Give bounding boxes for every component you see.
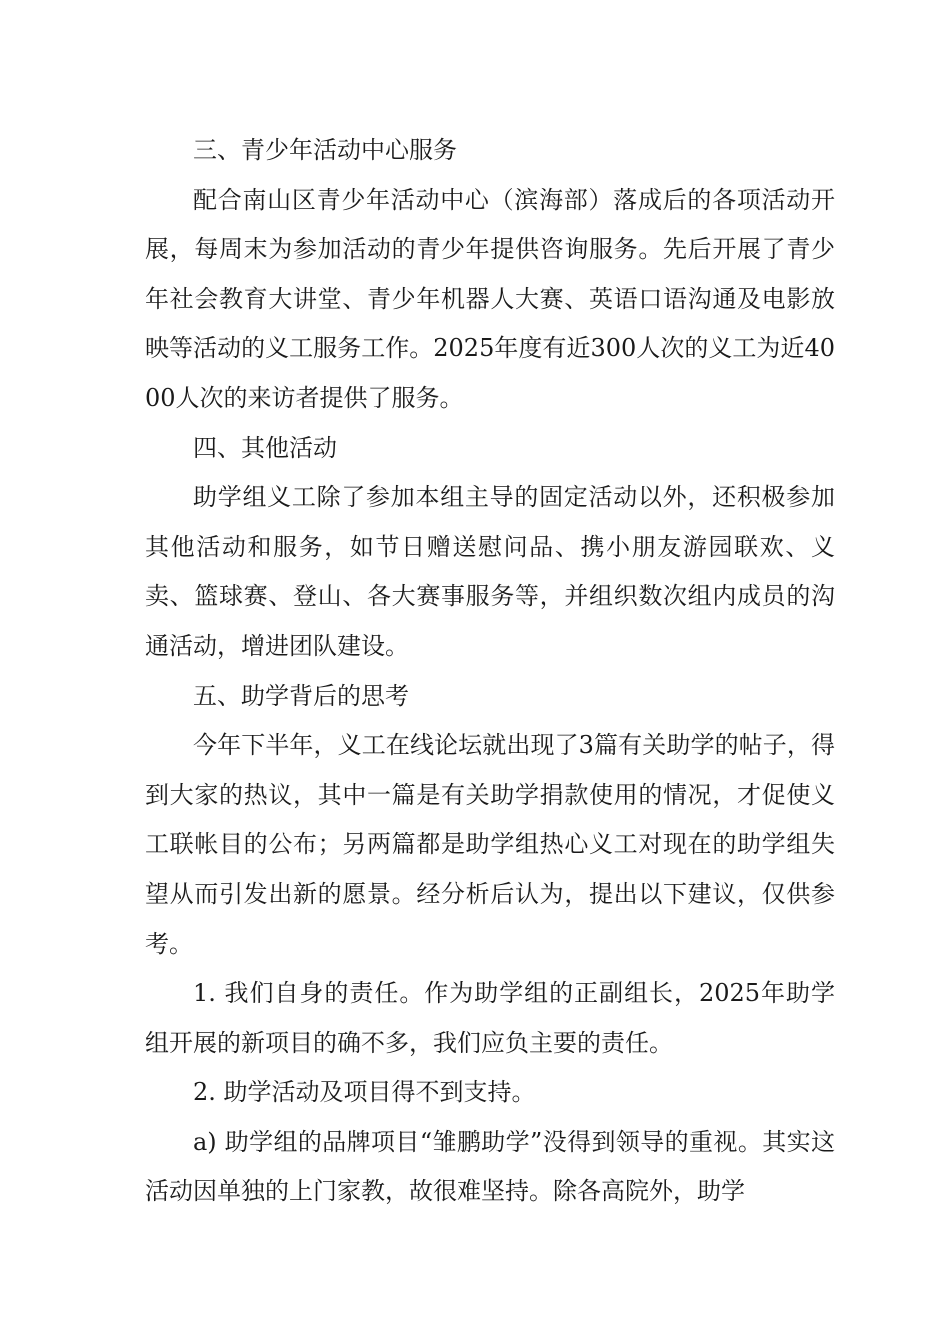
list-item-2: 2. 助学活动及项目得不到支持。: [193, 1078, 536, 1107]
section-heading-other-activities: 四、其他活动: [193, 433, 337, 462]
document-page: [145, 126, 835, 1217]
section-heading-reflection: 五、助学背后的思考: [193, 681, 409, 710]
paragraph-reflection: 今年下半年，义工在线论坛就出现了3篇有关助学的帖子，得到大家的热议，其中一篇是有关助学捐款使用的情况，才促使义工联帐目的公布；另两篇都是助学组热心义工对现在的助学组失望从而引发出新的愿景。经分析后认为，提出以下建议，仅供参考。: [145, 731, 835, 958]
list-item-1: 1. 我们自身的责任。作为助学组的正副组长，2025年助学组开展的新项目的确不多，我们应负主要的责任。: [145, 979, 835, 1057]
paragraph-youth-center-service: 配合南山区青少年活动中心（滨海部）落成后的各项活动开展，每周末为参加活动的青少年提供咨询服务。先后开展了青少年社会教育大讲堂、青少年机器人大赛、英语口语沟通及电影放映等活动的义工服务工作。2025年度有近300人次的义工为近4000人次的来访者提供了服务。: [145, 185, 835, 412]
paragraph-other-activities: 助学组义工除了参加本组主导的固定活动以外，还积极参加其他活动和服务，如节日赠送慰问品、携小朋友游园联欢、义卖、篮球赛、登山、各大赛事服务等，并组织数次组内成员的沟通活动，增进团队建设。: [145, 483, 835, 660]
section-heading-youth-center: 三、青少年活动中心服务: [193, 136, 457, 164]
list-item-2a: a) 助学组的品牌项目“雏鹏助学”没得到领导的重视。其实这活动因单独的上门家教，故很难坚持。除各高院外，助学: [145, 1127, 835, 1206]
